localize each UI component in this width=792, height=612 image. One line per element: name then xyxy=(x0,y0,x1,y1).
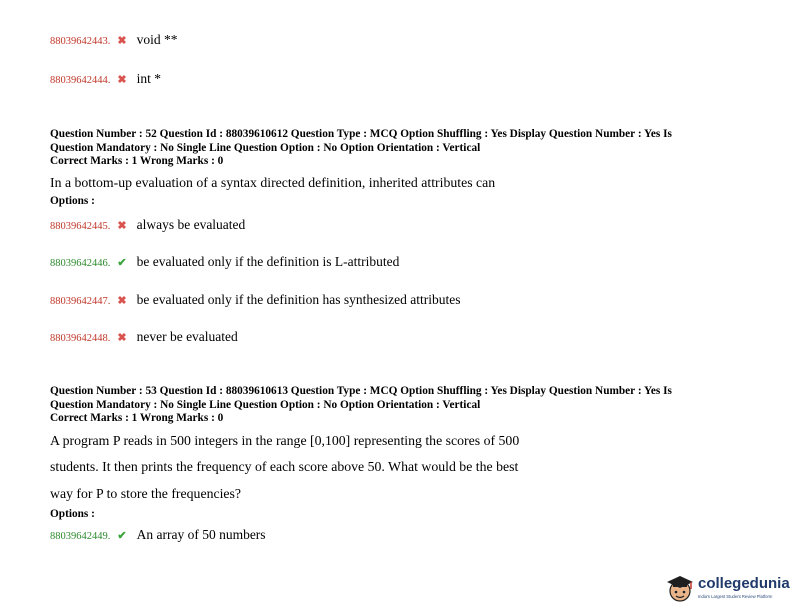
question-marks: Correct Marks : 1 Wrong Marks : 0 xyxy=(50,155,224,167)
option-row xyxy=(50,328,238,346)
logo-tagline: India's Largest Student Review Platform xyxy=(698,594,773,599)
cross-icon: ✖ xyxy=(117,295,127,307)
option-text: always be evaluated xyxy=(136,217,246,232)
option-text: int * xyxy=(136,71,161,86)
option-id: 88039642445. xyxy=(50,221,111,232)
logo-wordmark: collegedunia xyxy=(698,575,790,592)
option-row xyxy=(50,31,177,49)
option-id: 88039642444. xyxy=(50,75,111,86)
check-icon: ✔ xyxy=(117,257,127,269)
option-id: 88039642447. xyxy=(50,296,111,307)
option-row xyxy=(50,70,161,88)
option-id: 88039642448. xyxy=(50,333,111,344)
question-meta-line: Question Number : 52 Question Id : 88039610612 Question Type : MCQ Option Shuffling : Yes Display Question Number : Yes Is xyxy=(50,128,672,140)
cross-icon: ✖ xyxy=(117,220,127,232)
option-text: void ** xyxy=(136,32,178,47)
options-label: Options : xyxy=(50,508,95,520)
question-meta xyxy=(50,385,672,426)
option-text: be evaluated only if the definition has synthesized attributes xyxy=(136,292,461,307)
option-row xyxy=(50,216,245,234)
question-meta-line: Question Mandatory : No Single Line Question Option : No Option Orientation : Vertical xyxy=(50,141,481,154)
option-text: An array of 50 numbers xyxy=(136,527,266,542)
option-text: never be evaluated xyxy=(136,329,238,344)
cross-icon: ✖ xyxy=(117,35,127,47)
option-row xyxy=(50,526,266,544)
question-text-line: students. It then prints the frequency of each score above 50. What would be the best xyxy=(50,459,519,474)
option-text: be evaluated only if the definition is L-attributed xyxy=(136,254,400,269)
question-meta xyxy=(50,128,672,169)
graduation-cap-icon xyxy=(664,572,696,604)
check-icon: ✔ xyxy=(117,530,127,542)
option-row xyxy=(50,291,461,309)
option-row xyxy=(50,253,399,271)
cross-icon: ✖ xyxy=(117,74,127,86)
option-id: 88039642446. xyxy=(50,258,111,269)
question-meta-line: Question Mandatory : No Single Line Question Option : No Option Orientation : Vertical xyxy=(50,398,481,411)
cross-icon: ✖ xyxy=(117,332,127,344)
collegedunia-logo xyxy=(664,570,789,606)
question-text: In a bottom-up evaluation of a syntax directed definition, inherited attributes can xyxy=(50,175,496,190)
question-text-line: way for P to store the frequencies? xyxy=(50,486,242,501)
option-id: 88039642443. xyxy=(50,36,111,47)
question-marks: Correct Marks : 1 Wrong Marks : 0 xyxy=(50,412,224,424)
option-id: 88039642449. xyxy=(50,531,111,542)
options-label: Options : xyxy=(50,195,95,207)
question-meta-line: Question Number : 53 Question Id : 88039610613 Question Type : MCQ Option Shuffling : Yes Display Question Number : Yes Is xyxy=(50,385,672,397)
question-text-line: A program P reads in 500 integers in the range [0,100] representing the scores of 500 xyxy=(50,433,520,448)
